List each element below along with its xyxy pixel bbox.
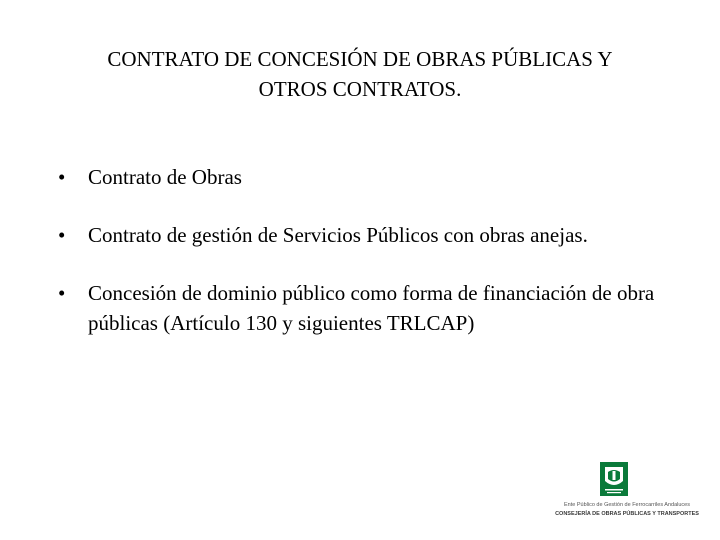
bullet-text: Contrato de Obras [88,165,242,189]
bullet-marker: • [58,281,66,305]
bullet-item [58,220,678,250]
logo-department-name: CONSEJERÍA DE OBRAS PÚBLICAS Y TRANSPORTES [555,511,699,517]
bullet-text: Contrato de gestión de Servicios Públicos con obras anejas. [88,223,588,247]
slide-title [40,44,680,104]
bullet-marker: • [58,165,66,189]
junta-andalucia-logo [552,462,702,524]
logo-entity-name: Ente Público de Gestión de Ferrocarriles Andaluces [564,502,690,508]
bullet-list [58,162,678,366]
bullet-item [58,162,678,192]
bullet-text: Concesión de dominio público como forma de financiación de obra públicas (Artículo 130 y siguientes TRLCAP) [88,281,655,335]
junta-andalucia-emblem-icon [600,462,628,496]
bullet-marker: • [58,223,66,247]
slide-title-line-2: OTROS CONTRATOS. [258,77,462,101]
slide-title-line-1: CONTRATO DE CONCESIÓN DE OBRAS PÚBLICAS Y [107,47,613,71]
bullet-item [58,278,678,338]
